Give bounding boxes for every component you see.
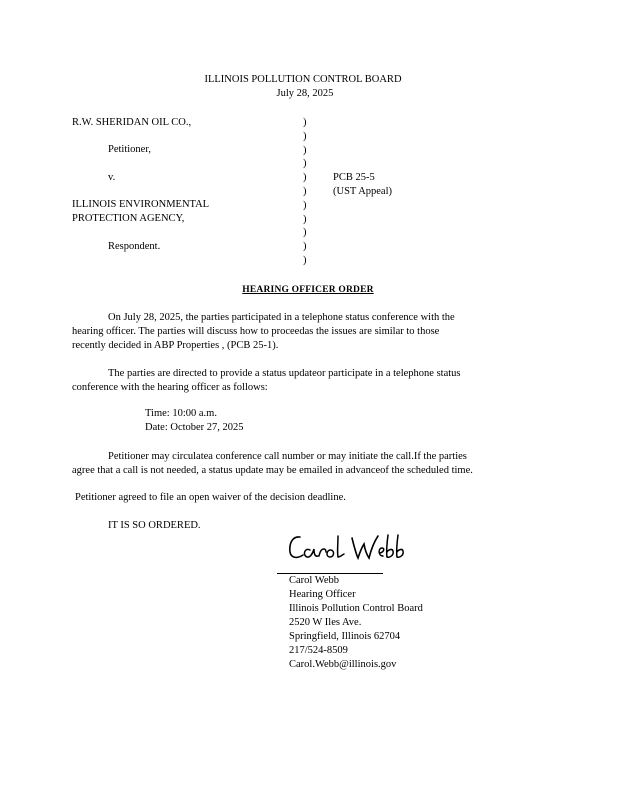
paragraph-1-line-1: On July 28, 2025, the parties participated in a telephone status conference with the xyxy=(108,312,455,323)
signer-name: Carol Webb xyxy=(289,575,339,586)
paren: ) xyxy=(303,117,307,128)
paren: ) xyxy=(303,254,307,266)
signer-address-line1: 2520 W Iles Ave. xyxy=(289,617,362,628)
case-type: (UST Appeal) xyxy=(333,186,393,197)
paren: ) xyxy=(303,185,307,197)
paragraph-2-line-2: conference with the hearing officer as follows: xyxy=(72,382,268,393)
agency-heading: ILLINOIS POLLUTION CONTROL BOARD xyxy=(204,74,402,85)
paren: ) xyxy=(303,241,307,253)
paren: ) xyxy=(303,144,307,156)
paren: ) xyxy=(303,130,307,142)
respondent-name-line2: PROTECTION AGENCY, xyxy=(72,213,185,224)
paragraph-3-line-1: Petitioner may circulatea conference call number or may initiate the call.If the parties xyxy=(108,451,467,462)
paren: ) xyxy=(303,213,307,225)
paragraph-1-line-2: hearing officer. The parties will discuss how to proceedas the issues are similar to those xyxy=(72,326,440,337)
signer-phone: 217/524-8509 xyxy=(289,645,348,656)
order-title: HEARING OFFICER ORDER xyxy=(242,285,374,295)
handwritten-signature xyxy=(286,530,414,566)
paragraph-1-line-3: recently decided in ABP Properties , (PCB 25-1). xyxy=(72,340,279,351)
signer-organization: Illinois Pollution Control Board xyxy=(289,603,423,614)
petitioner-role: Petitioner, xyxy=(108,144,152,155)
order-date: July 28, 2025 xyxy=(276,88,334,99)
respondent-name-line1: ILLINOIS ENVIRONMENTAL xyxy=(72,199,210,210)
caption-parentheses xyxy=(303,116,311,268)
paren: ) xyxy=(303,227,307,239)
paren: ) xyxy=(303,172,307,184)
respondent-role: Respondent. xyxy=(108,241,161,252)
conference-time: Time: 10:00 a.m. xyxy=(145,408,217,419)
conference-date: Date: October 27, 2025 xyxy=(145,422,244,433)
paragraph-3-line-2: agree that a call is not needed, a status update may be emailed in advanceof the scheduled time. xyxy=(72,465,473,476)
petitioner-name: R.W. SHERIDAN OIL CO., xyxy=(72,117,192,128)
paragraph-4: Petitioner agreed to file an open waiver of the decision deadline. xyxy=(75,492,346,503)
signer-address-line2: Springfield, Illinois 62704 xyxy=(289,631,401,642)
paren: ) xyxy=(303,158,307,170)
so-ordered: IT IS SO ORDERED. xyxy=(108,520,201,531)
signer-email: Carol.Webb@illinois.gov xyxy=(289,659,397,670)
paren: ) xyxy=(303,199,307,211)
signer-title: Hearing Officer xyxy=(289,589,356,600)
case-number: PCB 25-5 xyxy=(333,172,375,183)
versus-label: v. xyxy=(108,172,116,183)
paragraph-2-line-1: The parties are directed to provide a status updateor participate in a telephone status xyxy=(108,368,461,379)
